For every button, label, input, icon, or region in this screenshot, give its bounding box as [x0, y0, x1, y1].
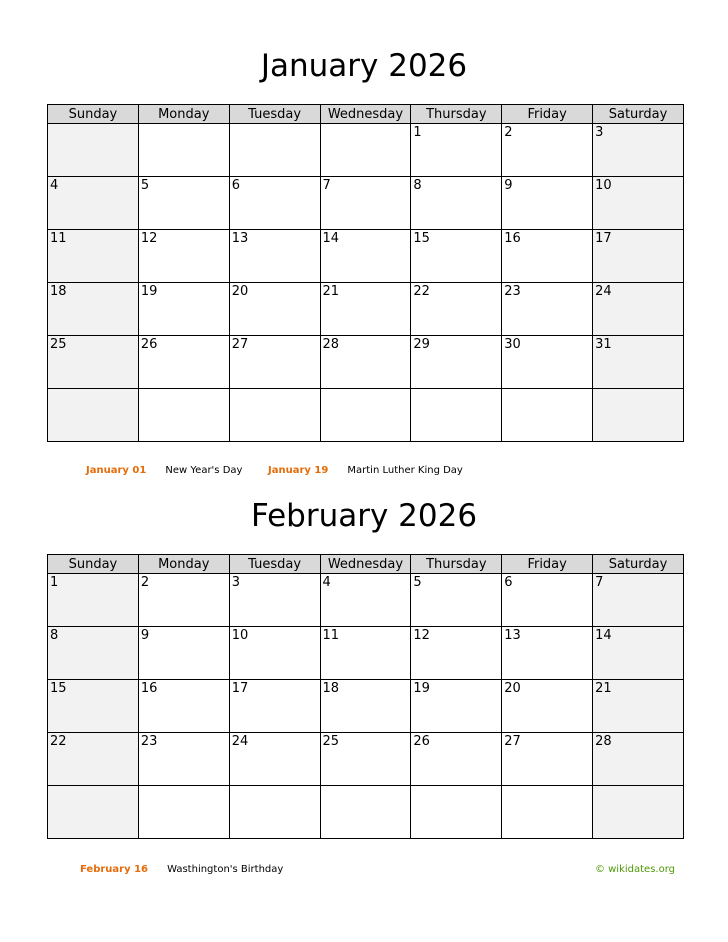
day-number: 6 — [504, 575, 513, 590]
day-number: 19 — [140, 284, 158, 299]
day-number — [139, 786, 229, 787]
holiday-new-years — [86, 465, 242, 476]
day-cell — [593, 124, 684, 177]
weekday-header-wednesday: Wednesday — [320, 105, 411, 124]
day-cell — [48, 627, 139, 680]
day-cell — [229, 786, 320, 839]
weekday-header-thursday: Thursday — [411, 555, 502, 574]
day-number — [502, 786, 592, 787]
day-number — [593, 786, 683, 787]
weekday-header-saturday: Saturday — [593, 555, 684, 574]
holiday-date: January 19 — [268, 465, 329, 476]
day-number: 23 — [140, 734, 158, 749]
day-number: 28 — [595, 734, 612, 749]
day-number: 18 — [50, 284, 67, 299]
day-number: 11 — [322, 628, 340, 643]
day-number: 14 — [322, 231, 340, 246]
day-cell — [138, 283, 229, 336]
day-number: 8 — [413, 178, 422, 193]
day-cell — [320, 124, 411, 177]
weekday-header-row — [48, 105, 684, 124]
day-cell — [229, 124, 320, 177]
weekday-header-monday: Monday — [138, 555, 229, 574]
day-cell — [229, 574, 320, 627]
week-row — [48, 627, 684, 680]
day-cell — [229, 230, 320, 283]
day-number — [411, 786, 501, 787]
day-cell — [48, 230, 139, 283]
day-number: 11 — [50, 231, 67, 246]
day-cell — [411, 230, 502, 283]
day-number: 29 — [413, 337, 430, 352]
holiday-date: January 01 — [86, 465, 147, 476]
day-cell — [320, 283, 411, 336]
day-cell — [229, 389, 320, 442]
week-row — [48, 283, 684, 336]
week-row — [48, 786, 684, 839]
day-cell — [502, 574, 593, 627]
day-number — [411, 389, 501, 390]
day-number: 24 — [595, 284, 612, 299]
day-cell — [502, 733, 593, 786]
day-cell — [229, 733, 320, 786]
day-cell — [411, 177, 502, 230]
day-number: 4 — [322, 575, 331, 590]
day-cell — [138, 786, 229, 839]
day-number: 10 — [231, 628, 249, 643]
day-cell — [138, 230, 229, 283]
day-number: 23 — [504, 284, 521, 299]
weekday-header-friday: Friday — [502, 555, 593, 574]
day-cell — [229, 680, 320, 733]
day-number: 24 — [231, 734, 249, 749]
day-cell — [138, 627, 229, 680]
day-cell — [502, 627, 593, 680]
week-row — [48, 574, 684, 627]
day-number: 3 — [231, 575, 240, 590]
day-cell — [48, 124, 139, 177]
holiday-name: New Year's Day — [165, 465, 243, 476]
day-cell — [320, 786, 411, 839]
day-number: 3 — [595, 125, 604, 140]
day-number — [230, 786, 320, 787]
day-number: 6 — [231, 178, 240, 193]
day-cell — [411, 733, 502, 786]
day-number: 2 — [504, 125, 513, 140]
weekday-header-saturday: Saturday — [593, 105, 684, 124]
day-number: 16 — [504, 231, 521, 246]
day-cell — [48, 574, 139, 627]
day-cell — [411, 786, 502, 839]
day-number: 4 — [50, 178, 59, 193]
weekday-header-monday: Monday — [138, 105, 229, 124]
day-cell — [320, 574, 411, 627]
day-number: 20 — [231, 284, 249, 299]
day-cell — [593, 733, 684, 786]
day-number: 31 — [595, 337, 612, 352]
day-number: 17 — [595, 231, 612, 246]
day-cell — [48, 733, 139, 786]
day-cell — [502, 230, 593, 283]
weekday-header-tuesday: Tuesday — [229, 555, 320, 574]
day-number: 5 — [413, 575, 422, 590]
day-number: 25 — [322, 734, 340, 749]
day-cell — [502, 177, 593, 230]
day-cell — [138, 336, 229, 389]
week-row — [48, 733, 684, 786]
day-cell — [411, 283, 502, 336]
week-row — [48, 680, 684, 733]
day-number: 9 — [504, 178, 513, 193]
day-cell — [48, 336, 139, 389]
day-number: 12 — [140, 231, 158, 246]
day-cell — [502, 389, 593, 442]
day-cell — [138, 680, 229, 733]
weekday-header-wednesday: Wednesday — [320, 555, 411, 574]
day-cell — [593, 786, 684, 839]
day-cell — [411, 574, 502, 627]
day-cell — [320, 680, 411, 733]
day-cell — [593, 230, 684, 283]
day-number: 30 — [504, 337, 521, 352]
day-number: 26 — [413, 734, 430, 749]
day-cell — [229, 336, 320, 389]
day-cell — [320, 389, 411, 442]
day-number: 22 — [50, 734, 67, 749]
day-number — [48, 786, 138, 787]
day-number — [502, 389, 592, 390]
day-number — [593, 389, 683, 390]
holiday-mlk-day — [268, 465, 463, 476]
day-number: 8 — [50, 628, 59, 643]
day-cell — [138, 574, 229, 627]
day-cell — [48, 680, 139, 733]
day-number: 14 — [595, 628, 612, 643]
day-cell — [48, 786, 139, 839]
day-number: 1 — [413, 125, 422, 140]
day-cell — [411, 627, 502, 680]
day-cell — [411, 336, 502, 389]
day-cell — [593, 336, 684, 389]
day-number — [230, 389, 320, 390]
weekday-header-thursday: Thursday — [411, 105, 502, 124]
weekday-header-sunday: Sunday — [48, 105, 139, 124]
day-cell — [502, 680, 593, 733]
day-number — [321, 786, 411, 787]
february-calendar — [47, 554, 684, 839]
day-cell — [411, 389, 502, 442]
day-cell — [138, 733, 229, 786]
day-number: 26 — [140, 337, 158, 352]
holiday-washington-birthday — [80, 864, 283, 875]
week-row — [48, 336, 684, 389]
day-number: 27 — [504, 734, 521, 749]
weekday-header-sunday: Sunday — [48, 555, 139, 574]
day-number: 18 — [322, 681, 340, 696]
day-cell — [502, 786, 593, 839]
day-cell — [593, 680, 684, 733]
day-number — [321, 124, 411, 125]
day-number: 13 — [504, 628, 521, 643]
day-cell — [138, 177, 229, 230]
day-number: 13 — [231, 231, 249, 246]
day-cell — [48, 177, 139, 230]
day-cell — [593, 389, 684, 442]
day-number: 28 — [322, 337, 340, 352]
day-cell — [138, 124, 229, 177]
day-number: 21 — [595, 681, 612, 696]
day-cell — [48, 389, 139, 442]
day-number: 22 — [413, 284, 430, 299]
day-number: 27 — [231, 337, 249, 352]
day-cell — [320, 177, 411, 230]
day-number — [230, 124, 320, 125]
day-cell — [229, 283, 320, 336]
holiday-name: Martin Luther King Day — [347, 465, 463, 476]
day-number: 2 — [140, 575, 150, 590]
day-cell — [138, 389, 229, 442]
day-number — [48, 124, 138, 125]
day-cell — [593, 627, 684, 680]
day-cell — [320, 230, 411, 283]
weekday-header-tuesday: Tuesday — [229, 105, 320, 124]
day-number: 7 — [322, 178, 331, 193]
day-number — [321, 389, 411, 390]
day-cell — [229, 177, 320, 230]
february-title: February 2026 — [250, 498, 478, 534]
holiday-date: February 16 — [80, 864, 149, 875]
day-number: 12 — [413, 628, 430, 643]
week-row — [48, 389, 684, 442]
day-number: 19 — [413, 681, 430, 696]
day-number: 1 — [50, 575, 59, 590]
day-cell — [411, 680, 502, 733]
day-cell — [229, 627, 320, 680]
day-cell — [593, 283, 684, 336]
day-number: 7 — [595, 575, 604, 590]
weekday-header-row — [48, 555, 684, 574]
week-row — [48, 230, 684, 283]
day-number: 9 — [140, 628, 150, 643]
day-number: 10 — [595, 178, 612, 193]
day-number — [139, 389, 229, 390]
holiday-name: Wasthington's Birthday — [167, 864, 284, 875]
week-row — [48, 177, 684, 230]
day-number: 17 — [231, 681, 249, 696]
day-number: 5 — [140, 178, 150, 193]
day-number: 15 — [413, 231, 430, 246]
day-number — [139, 124, 229, 125]
january-calendar — [47, 104, 684, 442]
day-number: 21 — [322, 284, 340, 299]
january-title: January 2026 — [260, 48, 468, 84]
day-number: 25 — [50, 337, 67, 352]
day-cell — [593, 574, 684, 627]
day-cell — [320, 336, 411, 389]
day-number — [48, 389, 138, 390]
day-number: 15 — [50, 681, 67, 696]
day-cell — [593, 177, 684, 230]
day-cell — [411, 124, 502, 177]
week-row — [48, 124, 684, 177]
day-cell — [502, 283, 593, 336]
wikidates-link[interactable]: © wikidates.org — [594, 864, 675, 875]
day-number: 20 — [504, 681, 521, 696]
day-number: 16 — [140, 681, 158, 696]
day-cell — [502, 124, 593, 177]
day-cell — [320, 627, 411, 680]
weekday-header-friday: Friday — [502, 105, 593, 124]
day-cell — [320, 733, 411, 786]
day-cell — [502, 336, 593, 389]
day-cell — [48, 283, 139, 336]
